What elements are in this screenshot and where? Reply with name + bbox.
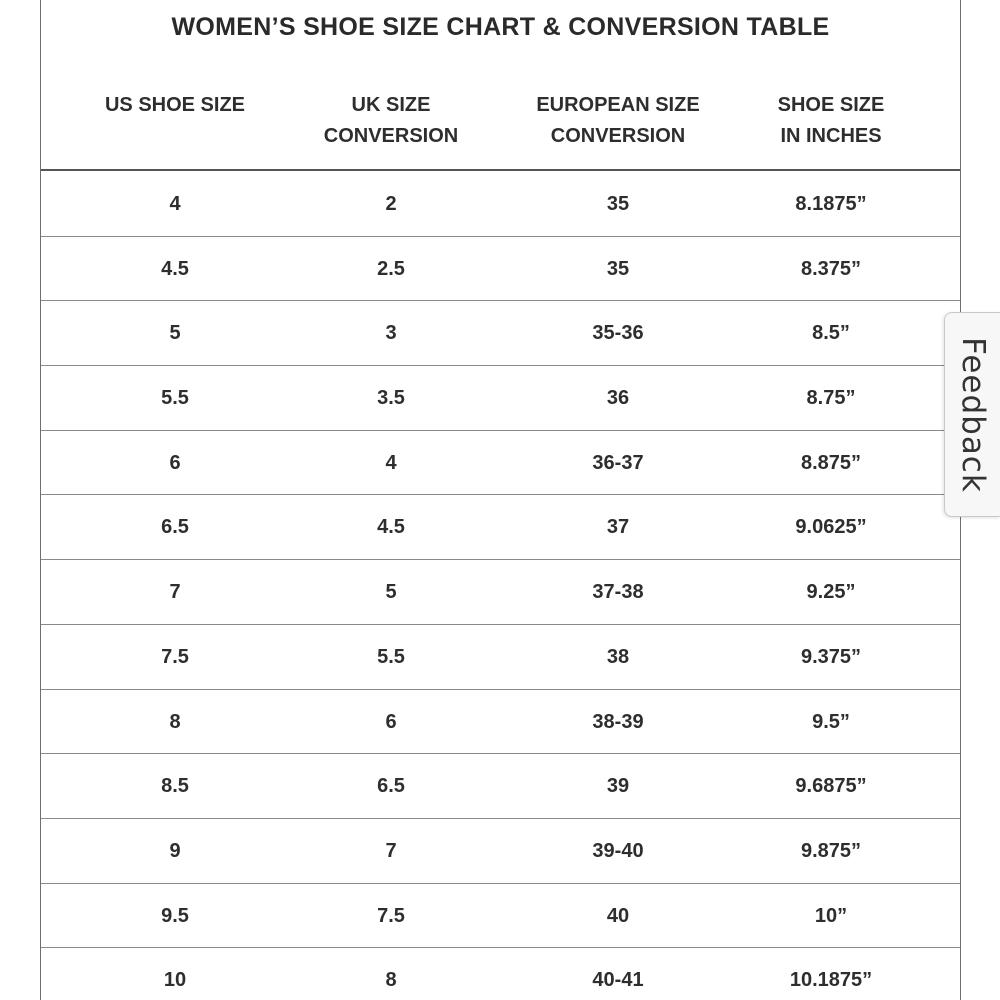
us-size-cell: 7.5 — [161, 645, 189, 668]
us-size-cell: 9.5 — [161, 904, 189, 927]
header-us-shoe-size: US SHOE SIZE — [104, 94, 246, 116]
inches-cell: 8.1875” — [795, 193, 867, 215]
table-header-row — [41, 88, 960, 171]
uk-size-cell: 2 — [385, 193, 397, 215]
table-row — [41, 948, 960, 1000]
eu-size-cell: 36-37 — [592, 451, 644, 474]
eu-size-cell: 35 — [606, 257, 630, 280]
uk-size-cell: 6.5 — [377, 775, 405, 798]
table-row — [41, 301, 960, 366]
uk-size-cell: 4 — [385, 451, 397, 474]
eu-size-cell: 38 — [606, 645, 630, 668]
us-size-cell: 6 — [169, 451, 181, 474]
inches-cell: 9.375” — [800, 645, 862, 668]
table-row — [41, 625, 960, 690]
table-row — [41, 754, 960, 819]
inches-cell: 10” — [814, 904, 848, 927]
uk-size-cell: 3.5 — [377, 387, 405, 410]
us-size-cell: 8.5 — [161, 775, 189, 798]
eu-size-cell: 38-39 — [592, 710, 644, 733]
table-title: WOMEN’S SHOE SIZE CHART & CONVERSION TABLE — [171, 13, 830, 41]
table-row — [41, 366, 960, 431]
inches-cell: 9.25” — [806, 581, 856, 604]
us-size-cell: 9 — [169, 839, 181, 862]
inches-cell: 9.0625” — [795, 516, 867, 539]
eu-size-cell: 35-36 — [592, 322, 644, 345]
eu-size-cell: 39-40 — [592, 839, 644, 862]
us-size-cell: 5.5 — [161, 387, 189, 410]
uk-size-cell: 5 — [385, 581, 397, 604]
table-row — [41, 560, 960, 625]
table-row — [41, 690, 960, 755]
uk-size-cell: 7.5 — [377, 904, 405, 927]
uk-size-cell: 2.5 — [377, 257, 405, 280]
feedback-label: Feedback — [954, 336, 991, 493]
us-size-cell: 6.5 — [161, 516, 189, 539]
us-size-cell: 7 — [169, 581, 181, 604]
inches-cell: 9.6875” — [795, 775, 867, 798]
us-size-cell: 4 — [169, 193, 181, 215]
eu-size-cell: 40 — [606, 904, 630, 927]
table-row — [41, 172, 960, 237]
eu-size-cell: 35 — [606, 193, 630, 215]
uk-size-cell: 7 — [385, 839, 397, 862]
eu-size-cell: 36 — [606, 387, 630, 410]
inches-cell: 8.75” — [806, 387, 856, 410]
uk-size-cell: 6 — [385, 710, 397, 733]
eu-size-cell: 37-38 — [592, 581, 644, 604]
uk-size-cell: 3 — [385, 322, 397, 345]
uk-size-cell: 4.5 — [377, 516, 405, 539]
inches-cell: 9.5” — [812, 710, 850, 733]
header-shoe-size-inches: SHOE SIZE IN INCHES — [777, 94, 885, 147]
header-european-size-conversion: EUROPEAN SIZE CONVERSION — [536, 94, 700, 147]
inches-cell: 9.875” — [800, 839, 862, 862]
table-row — [41, 884, 960, 949]
uk-size-cell: 8 — [385, 969, 397, 992]
eu-size-cell: 39 — [606, 775, 630, 798]
inches-cell: 10.1875” — [789, 969, 873, 992]
table-row — [41, 819, 960, 884]
header-uk-size-conversion: UK SIZE CONVERSION — [323, 94, 459, 147]
feedback-button[interactable] — [944, 312, 1000, 517]
eu-size-cell: 37 — [606, 516, 630, 539]
table-body — [41, 172, 960, 1000]
table-row — [41, 495, 960, 560]
uk-size-cell: 5.5 — [377, 645, 405, 668]
us-size-cell: 8 — [169, 710, 181, 733]
table-row — [41, 431, 960, 496]
inches-cell: 8.5” — [812, 322, 850, 345]
inches-cell: 8.375” — [800, 257, 862, 280]
inches-cell: 8.875” — [800, 451, 862, 474]
us-size-cell: 4.5 — [161, 257, 189, 280]
us-size-cell: 5 — [169, 322, 181, 345]
us-size-cell: 10 — [163, 969, 187, 992]
size-chart-table — [40, 0, 961, 1000]
eu-size-cell: 40-41 — [592, 969, 644, 992]
table-row — [41, 237, 960, 302]
